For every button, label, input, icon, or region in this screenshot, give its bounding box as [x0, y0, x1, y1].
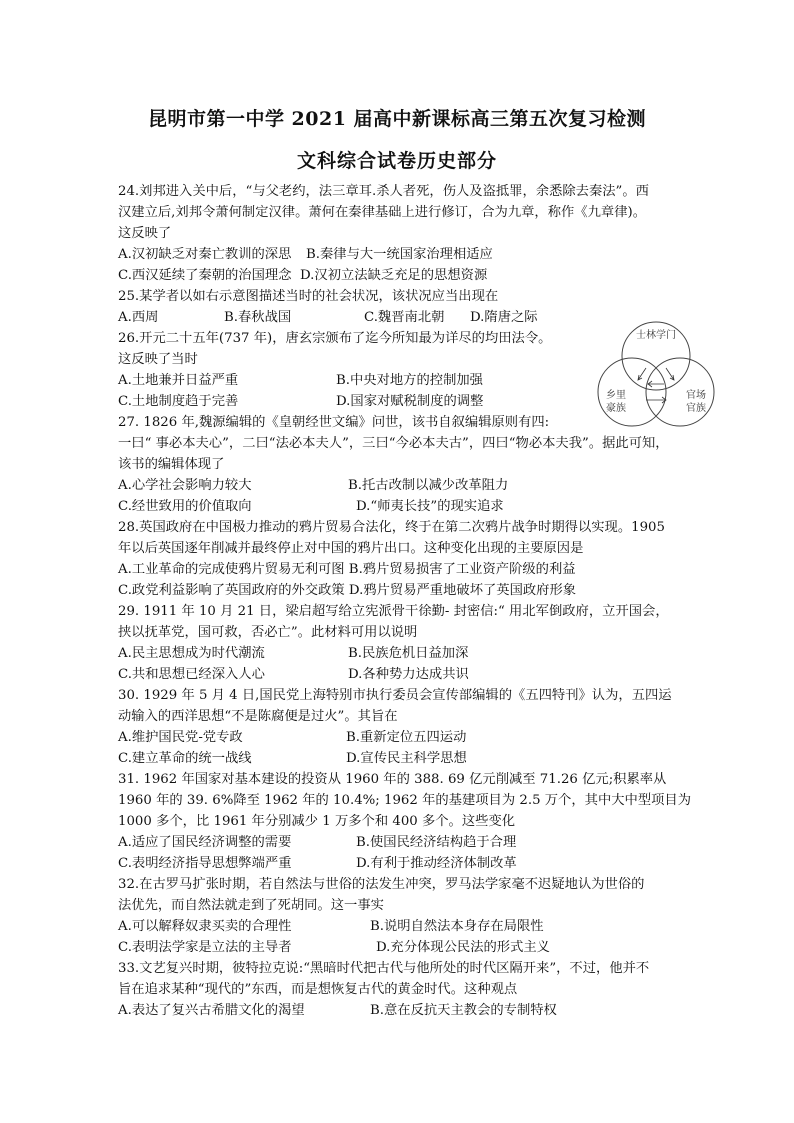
q31-option-d: D.有利于推动经济体制改革 [356, 856, 517, 871]
q24-option-d: D.汉初立法缺乏充足的思想资源 [300, 268, 488, 283]
venn-arrow [648, 381, 664, 387]
q31-stem-line-1: 31. 1962 年国家对基本建设的投资从 1960 年的 388. 69 亿元削减至 71.26 亿元;积累率从 [118, 772, 667, 787]
q32-stem-line-2: 法优先，而自然法就走到了死胡同。这一事实 [118, 898, 384, 913]
q32-option-d: D.充分体现公民法的形式主义 [376, 940, 550, 955]
q31-stem-line-3: 1000 多个，比 1961 年分别减少 1 万多个和 400 多个。这些变化 [118, 814, 516, 829]
q26-option-d: D.国家对赋税制度的调整 [336, 394, 484, 409]
q28-stem-line-2: 年以后英国逐年削减并最终停止对中国的鸦片出口。这种变化出现的主要原因是 [118, 541, 584, 556]
q29-option-c: C.共和思想已经深入人心 [118, 667, 265, 682]
q28-options-ab: A.工业革命的完成使鸦片贸易无利可图 B.鸦片贸易损害了工业资产阶级的利益 [118, 562, 576, 577]
q30-stem-line-1: 30. 1929 年 5 月 4 日,国民党上海特别市执行委员会宣传部编辑的《五四特刊》认为，五四运 [118, 688, 672, 703]
q32-option-c: C.表明法学家是立法的主导者 [118, 940, 292, 955]
q26-stem-line-2: 这反映了当时 [118, 352, 198, 367]
q28-stem-line-1: 28.英国政府在中国极力推动的鸦片贸易合法化，终于在第二次鸦片战争时期得以实现。1905 [118, 520, 665, 535]
q29-option-a: A.民主思想成为时代潮流 [118, 646, 265, 661]
q27-option-d: D.“师夷长技”的现实追求 [356, 499, 504, 514]
q27-stem-line-1: 27. 1826 年,魏源编辑的《皇朝经世文编》问世，该书自叙编辑原则有四: [118, 415, 550, 430]
q26-option-c: C.土地制度趋于完善 [118, 394, 239, 409]
q30-option-a: A.维护国民党-党专政 [118, 730, 243, 745]
q31-option-c: C.表明经济指导思想弊端严重 [118, 856, 292, 871]
q29-stem-line-1: 29. 1911 年 10 月 21 日，梁启超写给立宪派骨干徐勤- 封密信:“ 用北军倒政府，立开国会， [118, 604, 669, 619]
q31-option-a: A.适应了国民经济调整的需要 [118, 835, 292, 850]
q27-option-c: C.经世致用的价值取向 [118, 499, 252, 514]
venn-diagram [588, 318, 724, 430]
q33-option-b: B.意在反抗天主教会的专制特权 [370, 1003, 557, 1018]
venn-label-top: 士林学门 [636, 330, 676, 341]
q30-option-d: D.宣传民主科学思想 [346, 751, 467, 766]
q24-stem-line-1: 24.刘邦进入关中后，“与父老约，法三章耳.杀人者死，伤人及盗抵罪，余悉除去秦法”。西 [118, 184, 649, 199]
q29-option-d: D.各种势力达成共识 [348, 667, 469, 682]
q25-option-b: B.春秋战国 [224, 310, 292, 325]
q26-option-b: B.中央对地方的控制加强 [336, 373, 483, 388]
q29-stem-line-2: 挟以抚革党，国可救，否必亡”。此材料可用以说明 [118, 625, 418, 640]
q32-option-a: A.可以解释奴隶买卖的合理性 [118, 919, 292, 934]
q30-stem-line-2: 动输入的西洋思想“不是陈腐便是过火”。其旨在 [118, 709, 398, 724]
venn-arrow [646, 397, 666, 403]
q27-stem-line-2: 一曰“ 事必本夫心”，二曰“法必本夫人”，三曰“今必本夫古”，四曰“物必本夫我”。据此可知， [118, 436, 669, 451]
q33-stem-line-2: 旨在追求某种“现代的”东西，而是想恢复古代的黄金时代。这种观点 [118, 982, 518, 997]
q27-option-a: A.心学社会影响力较大 [118, 478, 252, 493]
q24-option-c: C.西汉延续了秦朝的治国理念 [118, 268, 292, 283]
venn-label-right-1: 官场 [686, 390, 706, 401]
q24-stem-line-3: 这反映了 [118, 226, 172, 241]
q32-option-b: B.说明自然法本身存在局限性 [370, 919, 544, 934]
q27-stem-line-3: 该书的编辑体现了 [118, 457, 225, 472]
q33-option-a: A.表达了复兴古希腊文化的渴望 [118, 1003, 305, 1018]
q31-stem-line-2: 1960 年的 39. 6%降至 1962 年的 10.4%; 1962 年的基建项目为 2.5 万个，其中大中型项目为 [118, 793, 692, 808]
exam-subtitle: 文科综合试卷历史部分 [296, 150, 497, 172]
q31-option-b: B.使国民经济结构趋于合理 [356, 835, 517, 850]
q30-option-b: B.重新定位五四运动 [346, 730, 467, 745]
q32-stem-line-1: 32.在古罗马扩张时期，若自然法与世俗的法发生冲突，罗马法学家毫不迟疑地认为世俗的 [118, 877, 645, 892]
venn-label-left-1: 乡里 [606, 390, 626, 401]
q24-option-b: B.秦律与大一统国家治理相适应 [306, 247, 493, 262]
q26-stem-line-1: 26.开元二十五年(737 年)，唐玄宗颁布了迄今所知最为详尽的均田法令。 [118, 331, 552, 346]
q27-option-b: B.托古改制以减少改革阻力 [348, 478, 509, 493]
q26-option-a: A.土地兼并日益严重 [118, 373, 239, 388]
venn-label-left-2: 豪族 [606, 403, 626, 414]
q25-option-d: D.隋唐之际 [470, 310, 538, 325]
exam-title: 昆明市第一中学 2021 届高中新课标高三第五次复习检测 [147, 108, 647, 130]
q30-option-c: C.建立革命的统一战线 [118, 751, 252, 766]
venn-label-right-2: 官族 [686, 403, 706, 414]
q25-option-c: C.魏晋南北朝 [364, 310, 445, 325]
q24-stem-line-2: 汉建立后,刘邦令萧何制定汉律。萧何在秦律基础上进行修订，合为九章，称作《九章律)。 [118, 205, 646, 220]
venn-arrow [666, 368, 674, 380]
q25-option-a: A.西周 [118, 310, 159, 325]
venn-arrow [638, 368, 646, 380]
q29-option-b: B.民族危机日益加深 [348, 646, 469, 661]
q25-stem-line-1: 25.某学者以如右示意图描述当时的社会状况，该状况应当出现在 [118, 289, 499, 304]
q33-stem-line-1: 33.文艺复兴时期，彼特拉克说:“黑暗时代把古代与他所处的时代区隔开来”，不过，他并不 [118, 961, 650, 976]
q24-option-a: A.汉初缺乏对秦亡教训的深思 [118, 247, 292, 262]
q28-options-cd: C.政党利益影响了英国政府的外交政策 D.鸦片贸易严重地破坏了英国政府形象 [118, 583, 577, 598]
